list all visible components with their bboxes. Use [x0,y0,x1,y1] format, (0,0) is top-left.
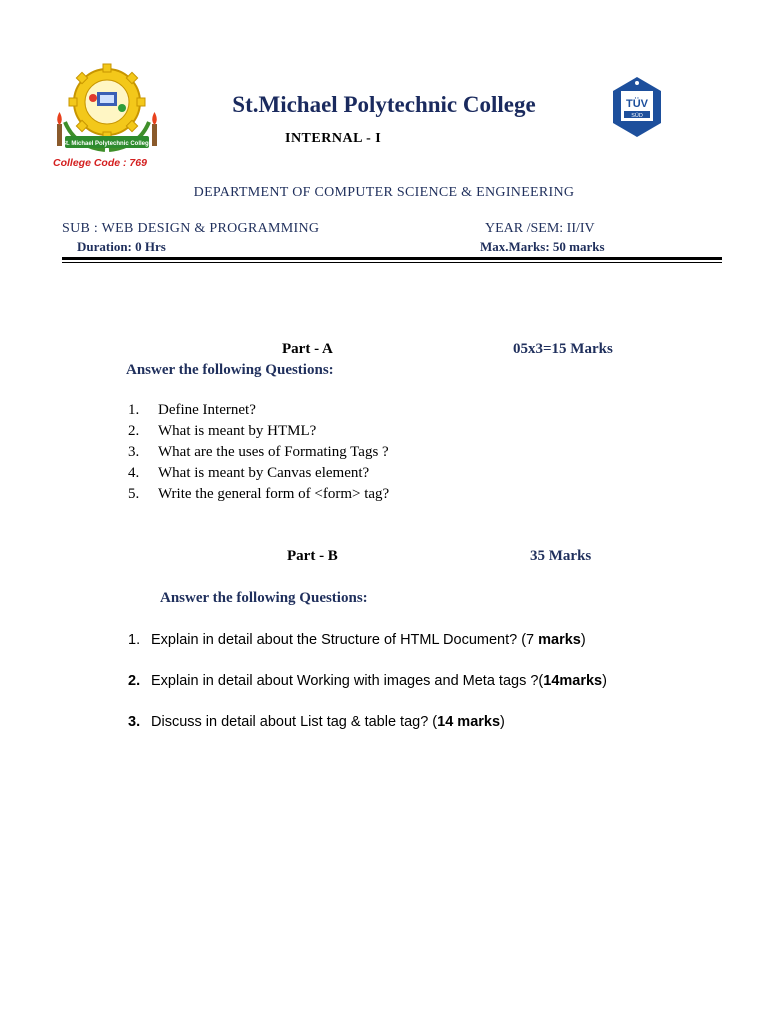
question-text: Explain in detail about the Structure of HTML Document? (7 [151,632,539,648]
department-heading: DEPARTMENT OF COMPUTER SCIENCE & ENGINEERING [193,185,575,200]
question-number: 4. [128,465,140,481]
question-number: 1. [128,402,140,418]
question-tail: ) [602,673,607,689]
year-sem-label: YEAR /SEM: II/IV [485,221,595,236]
question-number: 5. [128,486,140,502]
question-number: 1. [128,632,141,648]
logo-code-text: College Code : 769 [53,157,147,169]
question-text: What is meant by HTML? [158,423,317,439]
max-marks-label: Max.Marks: 50 marks [480,239,605,254]
subject-label: SUB : WEB DESIGN & PROGRAMMING [62,221,320,236]
part-a-question [128,444,389,461]
part-b-marks: 35 Marks [530,548,592,564]
exam-title: INTERNAL - I [285,131,382,146]
question-marks: 14 marks [437,714,501,730]
question-number: 3. [128,444,140,460]
part-a-marks: 05x3=15 Marks [513,341,613,357]
sud-text: SÜD [631,113,643,119]
part-a-question [128,486,389,503]
part-b-title: Part - B [287,548,338,564]
logo-banner-text: St. Michael Polytechnic College [61,141,153,147]
question-marks: marks [538,632,581,648]
question-tail: ) [580,632,586,648]
question-number: 3. [128,714,141,730]
question-text: Discuss in detail about List tag & table tag? ( [151,714,438,730]
part-a-instruction: Answer the following Questions: [126,362,334,378]
question-text: Explain in detail about Working with images and Meta tags ?( [151,673,544,689]
question-text: Define Internet? [158,402,256,418]
part-a-title: Part - A [282,341,333,357]
part-a-question [128,402,256,419]
duration-label: Duration: 0 Hrs [77,239,166,254]
part-b-question [128,673,607,689]
tuv-text: TÜV [626,98,648,110]
part-b-instruction: Answer the following Questions: [160,590,368,606]
header-divider-thin [62,262,722,263]
question-number: 2. [128,673,141,689]
question-tail: ) [500,714,505,730]
part-b-question [128,714,505,730]
question-number: 2. [128,423,140,439]
header-divider-thick [62,257,722,260]
question-text: What is meant by Canvas element? [158,465,370,481]
part-b-question [128,632,586,648]
part-a-question [128,465,369,482]
question-text: Write the general form of <form> tag? [158,486,390,502]
question-text: What are the uses of Formating Tags ? [158,444,389,460]
question-marks: 14marks [543,673,603,689]
tuv-certification-badge [609,75,665,139]
page-title: St.Michael Polytechnic College [232,92,536,117]
part-a-question [128,423,316,440]
